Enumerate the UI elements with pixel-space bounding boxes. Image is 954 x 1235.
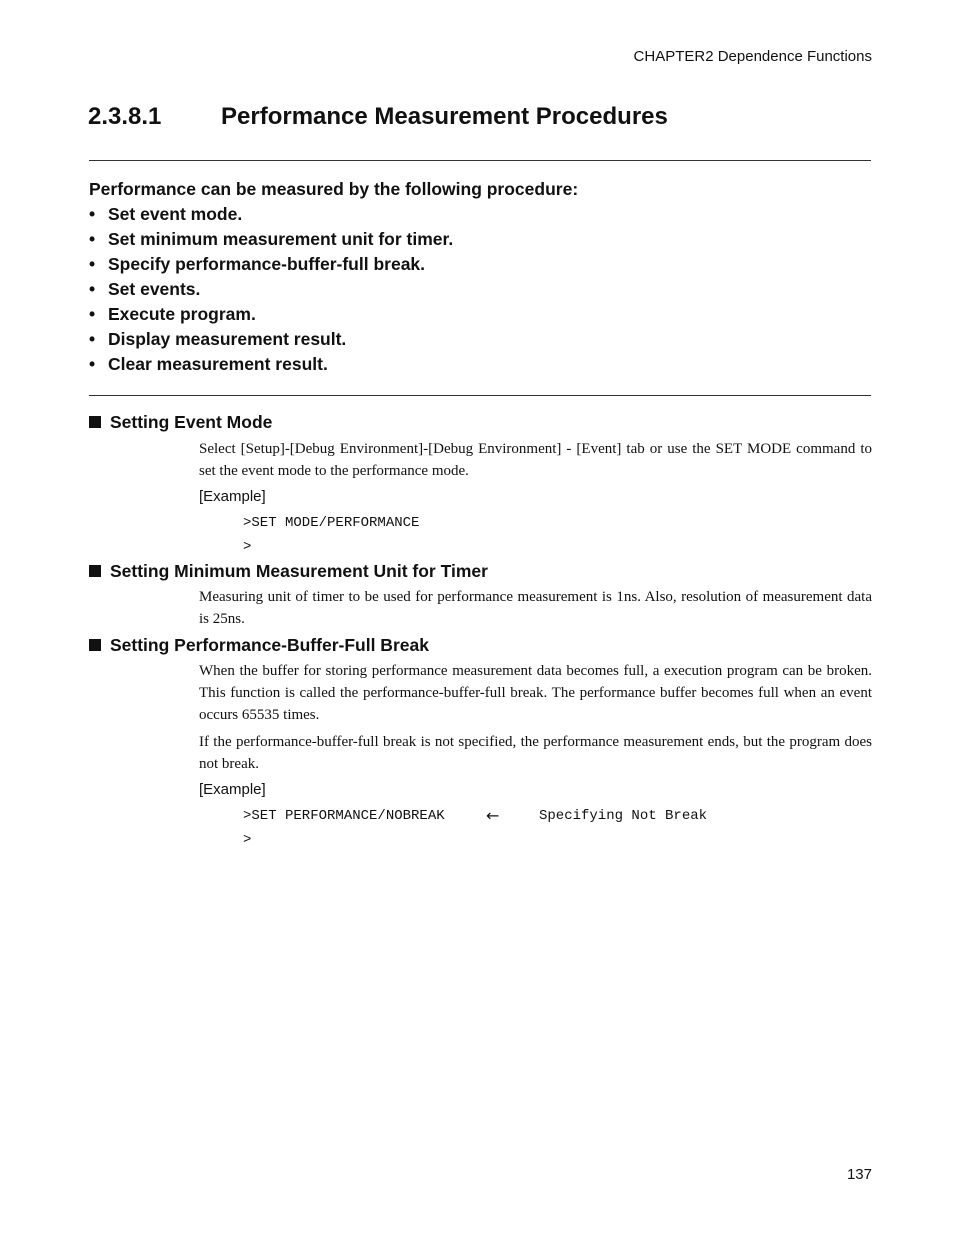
bullet-icon: • xyxy=(89,279,96,299)
code-comment: Specifying Not Break xyxy=(539,808,708,824)
code-line: >SET PERFORMANCE/NOBREAK xyxy=(243,808,445,824)
page-number: 137 xyxy=(846,1166,872,1183)
code-line: >SET MODE/PERFORMANCE xyxy=(243,515,420,531)
heading-min-unit-timer: Setting Minimum Measurement Unit for Timer xyxy=(89,561,488,582)
example-label: [Example] xyxy=(199,488,266,505)
procedure-item: • Set minimum measurement unit for timer. xyxy=(89,227,578,252)
procedure-item: • Set events. xyxy=(89,277,578,302)
top-rule xyxy=(89,160,871,161)
procedure-summary xyxy=(89,177,578,377)
square-bullet-icon xyxy=(89,416,101,428)
bullet-icon: • xyxy=(89,354,96,374)
square-bullet-icon xyxy=(89,639,101,651)
procedure-item: • Execute program. xyxy=(89,302,578,327)
section-number: 2.3.8.1 xyxy=(88,103,162,130)
heading-event-mode: Setting Event Mode xyxy=(89,412,272,433)
bullet-icon: • xyxy=(89,329,96,349)
paragraph: If the performance-buffer-full break is not specified, the performance measurement ends, but the program does not break. xyxy=(199,734,872,772)
left-arrow-icon: ← xyxy=(486,806,500,825)
paragraph: When the buffer for storing performance measurement data becomes full, a execution program can be broken. This function is called the performance-buffer-full break. The performance buffer becomes full when an event occurs 65535 times. xyxy=(199,663,872,723)
bullet-icon: • xyxy=(89,204,96,224)
bullet-icon: • xyxy=(89,229,96,249)
bullet-icon: • xyxy=(89,304,96,324)
example-label: [Example] xyxy=(199,781,266,798)
bottom-rule xyxy=(89,395,871,396)
heading-buffer-full-break: Setting Performance-Buffer-Full Break xyxy=(89,635,429,656)
procedure-lead: Performance can be measured by the following procedure: xyxy=(89,179,579,199)
running-header: CHAPTER2 Dependence Functions xyxy=(633,48,872,65)
code-line: > xyxy=(243,832,252,848)
procedure-item: • Set event mode. xyxy=(89,202,578,227)
code-line: > xyxy=(243,539,252,555)
section-title-text: Performance Measurement Procedures xyxy=(221,103,668,130)
procedure-item: • Clear measurement result. xyxy=(89,352,578,377)
paragraph: Select [Setup]-[Debug Environment]-[Debug Environment] - [Event] tab or use the SET MODE command to set the event mode to the performance mode. xyxy=(199,441,872,479)
bullet-icon: • xyxy=(89,254,96,274)
section-title xyxy=(88,103,668,131)
paragraph: Measuring unit of timer to be used for performance measurement is 1ns. Also, resolution of measurement data is 25ns. xyxy=(199,589,872,627)
procedure-item: • Display measurement result. xyxy=(89,327,578,352)
procedure-item: • Specify performance-buffer-full break. xyxy=(89,252,578,277)
square-bullet-icon xyxy=(89,565,101,577)
